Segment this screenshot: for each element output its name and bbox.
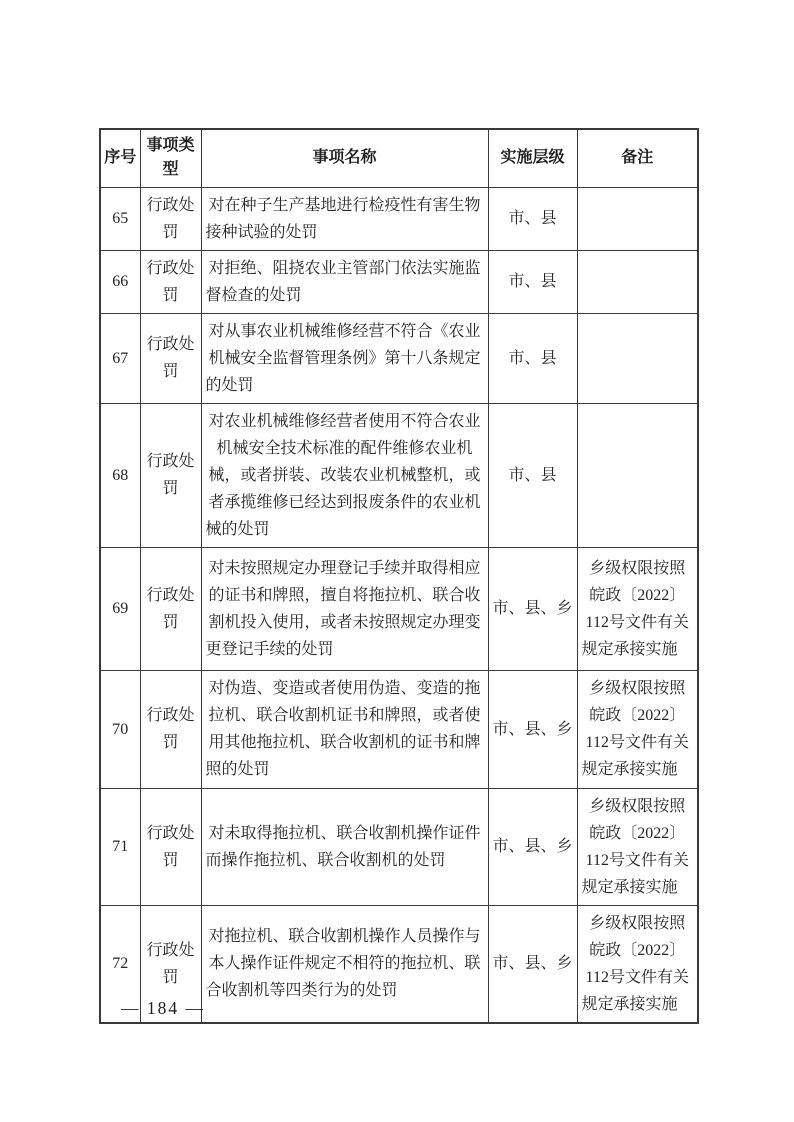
cell-type: 行政处罚 xyxy=(140,547,201,670)
cell-name: 对在种子生产基地进行检疫性有害生物接种试验的处罚 xyxy=(201,187,488,250)
column-header-remark: 备注 xyxy=(577,129,698,187)
cell-remark: 乡级权限按照皖政〔2022〕112号文件有关规定承接实施 xyxy=(577,788,698,905)
page-number: — 184 — xyxy=(121,998,205,1018)
table-body xyxy=(100,187,698,1023)
cell-index: 71 xyxy=(100,788,140,905)
cell-remark xyxy=(577,313,698,403)
cell-name: 对拖拉机、联合收割机操作人员操作与本人操作证件规定不相符的拖拉机、联合收割机等四类行为的处罚 xyxy=(201,905,488,1023)
table-row xyxy=(100,788,698,905)
cell-index: 67 xyxy=(100,313,140,403)
cell-level: 市、县 xyxy=(488,187,577,250)
cell-remark xyxy=(577,250,698,313)
table-row xyxy=(100,187,698,250)
cell-remark: 乡级权限按照皖政〔2022〕112号文件有关规定承接实施 xyxy=(577,547,698,670)
column-header-name: 事项名称 xyxy=(201,129,488,187)
cell-remark: 乡级权限按照皖政〔2022〕112号文件有关规定承接实施 xyxy=(577,670,698,788)
cell-remark: 乡级权限按照皖政〔2022〕112号文件有关规定承接实施 xyxy=(577,905,698,1023)
cell-index: 70 xyxy=(100,670,140,788)
cell-level: 市、县、乡 xyxy=(488,788,577,905)
cell-name: 对从事农业机械维修经营不符合《农业机械安全监督管理条例》第十八条规定的处罚 xyxy=(201,313,488,403)
items-table xyxy=(99,128,699,1024)
cell-level: 市、县、乡 xyxy=(488,670,577,788)
cell-level: 市、县 xyxy=(488,250,577,313)
cell-level: 市、县、乡 xyxy=(488,905,577,1023)
cell-index: 68 xyxy=(100,403,140,547)
cell-name: 对未取得拖拉机、联合收割机操作证件而操作拖拉机、联合收割机的处罚 xyxy=(201,788,488,905)
cell-name: 对拒绝、阻挠农业主管部门依法实施监督检查的处罚 xyxy=(201,250,488,313)
column-header-level: 实施层级 xyxy=(488,129,577,187)
cell-index: 72 xyxy=(100,905,140,1023)
table-row xyxy=(100,403,698,547)
table-header-row xyxy=(100,129,698,187)
column-header-index: 序号 xyxy=(100,129,140,187)
cell-type: 行政处罚 xyxy=(140,670,201,788)
cell-type: 行政处罚 xyxy=(140,250,201,313)
header-row xyxy=(100,129,698,187)
cell-remark xyxy=(577,187,698,250)
cell-index: 66 xyxy=(100,250,140,313)
table-row xyxy=(100,547,698,670)
cell-index: 65 xyxy=(100,187,140,250)
column-header-type: 事项类型 xyxy=(140,129,201,187)
cell-name: 对伪造、变造或者使用伪造、变造的拖拉机、联合收割机证书和牌照，或者使用其他拖拉机、联合收割机的证书和牌照的处罚 xyxy=(201,670,488,788)
cell-name: 对未按照规定办理登记手续并取得相应的证书和牌照，擅自将拖拉机、联合收割机投入使用，或者未按照规定办理变更登记手续的处罚 xyxy=(201,547,488,670)
cell-remark xyxy=(577,403,698,547)
cell-type: 行政处罚 xyxy=(140,187,201,250)
cell-name: 对农业机械维修经营者使用不符合农业机械安全技术标准的配件维修农业机械，或者拼装、改装农业机械整机，或者承揽维修已经达到报废条件的农业机械的处罚 xyxy=(201,403,488,547)
cell-index: 69 xyxy=(100,547,140,670)
table-row xyxy=(100,313,698,403)
cell-type: 行政处罚 xyxy=(140,403,201,547)
cell-level: 市、县、乡 xyxy=(488,547,577,670)
table-row xyxy=(100,250,698,313)
cell-type: 行政处罚 xyxy=(140,788,201,905)
cell-level: 市、县 xyxy=(488,403,577,547)
cell-type: 行政处罚 xyxy=(140,905,201,1023)
table-row xyxy=(100,670,698,788)
cell-type: 行政处罚 xyxy=(140,313,201,403)
cell-level: 市、县 xyxy=(488,313,577,403)
